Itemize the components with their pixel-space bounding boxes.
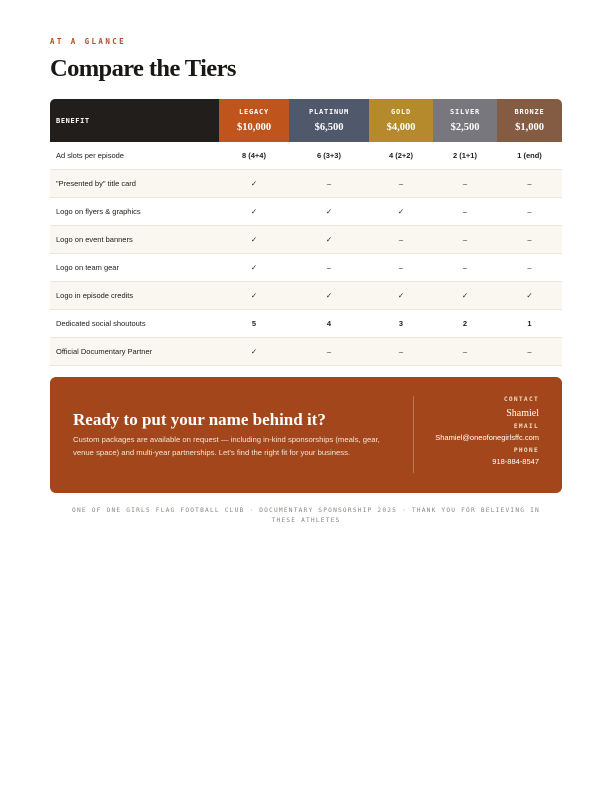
table-row	[50, 310, 562, 338]
checkmark-icon: ✓	[219, 254, 289, 282]
table-cell: 6 (3+3)	[289, 142, 369, 170]
email-link[interactable]: Shamiel@oneofonegirlsffc.com	[435, 433, 539, 442]
dash-icon: –	[497, 226, 562, 254]
table-header-row	[50, 99, 562, 142]
tier-price: $2,500	[450, 122, 480, 133]
dash-icon: –	[433, 338, 497, 366]
cta-body: Custom packages are available on request — including in-kind sponsorships (meals, gear, venue space) and multi-year partnerships. Let's find the right fit for your business.	[73, 435, 380, 457]
tier-name: SILVER	[449, 108, 481, 116]
dash-icon: –	[433, 226, 497, 254]
contact-name: Shamiel	[506, 408, 539, 419]
dash-icon: –	[497, 198, 562, 226]
checkmark-icon: ✓	[219, 198, 289, 226]
dash-icon: –	[497, 254, 562, 282]
checkmark-icon: ✓	[289, 198, 369, 226]
table-row	[50, 198, 562, 226]
dash-icon: –	[433, 198, 497, 226]
benefit-label: Logo on flyers & graphics	[50, 198, 219, 226]
table-cell: 2	[433, 310, 497, 338]
checkmark-icon: ✓	[369, 282, 433, 310]
benefit-label: Logo in episode credits	[50, 282, 219, 310]
tier-header-gold	[369, 99, 433, 142]
table-cell: 5	[219, 310, 289, 338]
benefit-label: "Presented by" title card	[50, 170, 219, 198]
checkmark-icon: ✓	[219, 226, 289, 254]
tier-header-legacy	[219, 99, 289, 142]
benefit-label: Logo on team gear	[50, 254, 219, 282]
table-cell: 1 (end)	[497, 142, 562, 170]
eyebrow-label: AT A GLANCE	[50, 37, 127, 46]
email-label: EMAIL	[513, 423, 539, 430]
table-row	[50, 282, 562, 310]
tier-name: PLATINUM	[308, 108, 350, 116]
dash-icon: –	[289, 254, 369, 282]
contact-block	[404, 396, 539, 471]
tier-name: LEGACY	[238, 108, 270, 116]
table-cell: 3	[369, 310, 433, 338]
dash-icon: –	[497, 338, 562, 366]
cta-panel	[50, 377, 562, 493]
tier-price: $6,500	[314, 122, 344, 133]
benefit-column-header: BENEFIT	[50, 99, 219, 142]
benefit-label: Logo on event banners	[50, 226, 219, 254]
benefit-label: Dedicated social shoutouts	[50, 310, 219, 338]
dash-icon: –	[497, 170, 562, 198]
dash-icon: –	[433, 170, 497, 198]
tier-price: $4,000	[386, 122, 416, 133]
table-cell: 1	[497, 310, 562, 338]
checkmark-icon: ✓	[219, 170, 289, 198]
dash-icon: –	[289, 338, 369, 366]
checkmark-icon: ✓	[433, 282, 497, 310]
benefit-label: Official Documentary Partner	[50, 338, 219, 366]
table-row	[50, 226, 562, 254]
page-title: Compare the Tiers	[50, 55, 236, 82]
tier-header-silver	[433, 99, 497, 142]
dash-icon: –	[369, 226, 433, 254]
checkmark-icon: ✓	[219, 282, 289, 310]
checkmark-icon: ✓	[289, 282, 369, 310]
tier-price: $1,000	[515, 122, 544, 133]
table-row	[50, 170, 562, 198]
table-row	[50, 142, 562, 170]
tier-comparison-table	[50, 99, 562, 366]
dash-icon: –	[369, 338, 433, 366]
tier-name: BRONZE	[514, 108, 545, 116]
dash-icon: –	[433, 254, 497, 282]
table-cell: 4 (2+2)	[369, 142, 433, 170]
tier-header-bronze	[497, 99, 562, 142]
phone-link[interactable]: 918-884-8547	[492, 457, 539, 466]
checkmark-icon: ✓	[497, 282, 562, 310]
dash-icon: –	[369, 254, 433, 282]
tier-header-platinum	[289, 99, 369, 142]
table-cell: 8 (4+4)	[219, 142, 289, 170]
table-cell: 2 (1+1)	[433, 142, 497, 170]
cta-title: Ready to put your name behind it?	[73, 410, 326, 429]
tier-name: GOLD	[390, 108, 412, 116]
benefit-label: Ad slots per episode	[50, 142, 219, 170]
dash-icon: –	[289, 170, 369, 198]
table-cell: 4	[289, 310, 369, 338]
footer-text: ONE OF ONE GIRLS FLAG FOOTBALL CLUB · DOCUMENTARY SPONSORSHIP 2025 · THANK YOU FOR BELIEVING IN THESE ATHLETES	[72, 507, 540, 524]
table-row	[50, 338, 562, 366]
checkmark-icon: ✓	[219, 338, 289, 366]
table-row	[50, 254, 562, 282]
checkmark-icon: ✓	[369, 198, 433, 226]
contact-label: CONTACT	[503, 396, 539, 403]
phone-label: PHONE	[513, 447, 539, 454]
tier-price: $10,000	[236, 122, 272, 133]
dash-icon: –	[369, 170, 433, 198]
checkmark-icon: ✓	[289, 226, 369, 254]
